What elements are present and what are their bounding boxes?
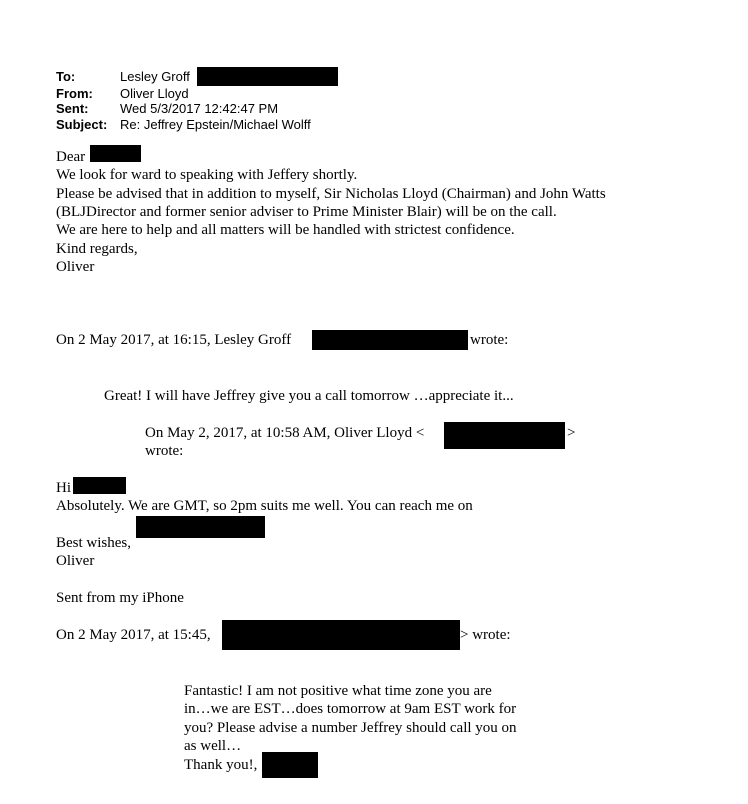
sent-label: Sent: — [56, 101, 89, 116]
quote1-attribution: On 2 May 2017, at 16:15, Lesley Groff — [56, 332, 292, 348]
redaction-box — [197, 67, 338, 86]
redaction-box — [222, 620, 460, 650]
reply-greeting: Hi — [56, 480, 71, 496]
body-line: Please be advised that in addition to myself, Sir Nicholas Lloyd (Chairman) and John Watts — [56, 186, 606, 202]
quote3-line: Thank you!, — [184, 757, 258, 773]
subject-value: Re: Jeffrey Epstein/Michael Wolff — [120, 117, 311, 132]
quote3-attribution: On 2 May 2017, at 15:45, — [56, 627, 211, 643]
redaction-box — [136, 516, 265, 538]
quote3-line: Fantastic! I am not positive what time zone you are — [184, 683, 492, 699]
quote2-attribution-suffix: > — [567, 425, 576, 441]
to-value: Lesley Groff — [120, 69, 190, 84]
sent-from-line: Sent from my iPhone — [56, 590, 184, 606]
body-line: We are here to help and all matters will be handled with strictest confidence. — [56, 222, 515, 238]
subject-label: Subject: — [56, 117, 108, 132]
body-signature: Oliver — [56, 259, 95, 275]
quote3-wrote: wrote: — [472, 627, 511, 643]
from-value: Oliver Lloyd — [120, 86, 189, 101]
quote3-line: you? Please advise a number Jeffrey should call you on — [184, 720, 517, 736]
body-line: (BLJDirector and former senior adviser to Prime Minister Blair) will be on the call. — [56, 204, 557, 220]
redaction-box — [312, 330, 468, 350]
reply-signature: Oliver — [56, 553, 95, 569]
body-greeting: Dear — [56, 149, 86, 165]
redaction-box — [73, 477, 126, 494]
quote1-text: Great! I will have Jeffrey give you a call tomorrow …appreciate it... — [104, 388, 514, 404]
body-line: We look for ward to speaking with Jeffery shortly. — [56, 167, 358, 183]
quote3-line: in…we are EST…does tomorrow at 9am EST work for — [184, 701, 517, 717]
redaction-box — [262, 752, 318, 778]
body-closing: Kind regards, — [56, 241, 138, 257]
from-label: From: — [56, 86, 93, 101]
reply-closing: Best wishes, — [56, 535, 131, 551]
quote1-attribution-suffix: wrote: — [470, 332, 509, 348]
quote2-attribution: On May 2, 2017, at 10:58 AM, Oliver Lloyd < — [145, 425, 425, 441]
quote3-line: as well… — [184, 738, 242, 754]
redaction-box — [90, 145, 141, 162]
sent-value: Wed 5/3/2017 12:42:47 PM — [120, 101, 279, 116]
quote3-attribution-suffix: > wrote: — [460, 627, 511, 643]
quote2-attribution-line2: wrote: — [145, 443, 184, 459]
redaction-box — [444, 422, 565, 449]
reply-line: Absolutely. We are GMT, so 2pm suits me well. You can reach me on — [56, 498, 473, 514]
to-label: To: — [56, 69, 76, 84]
